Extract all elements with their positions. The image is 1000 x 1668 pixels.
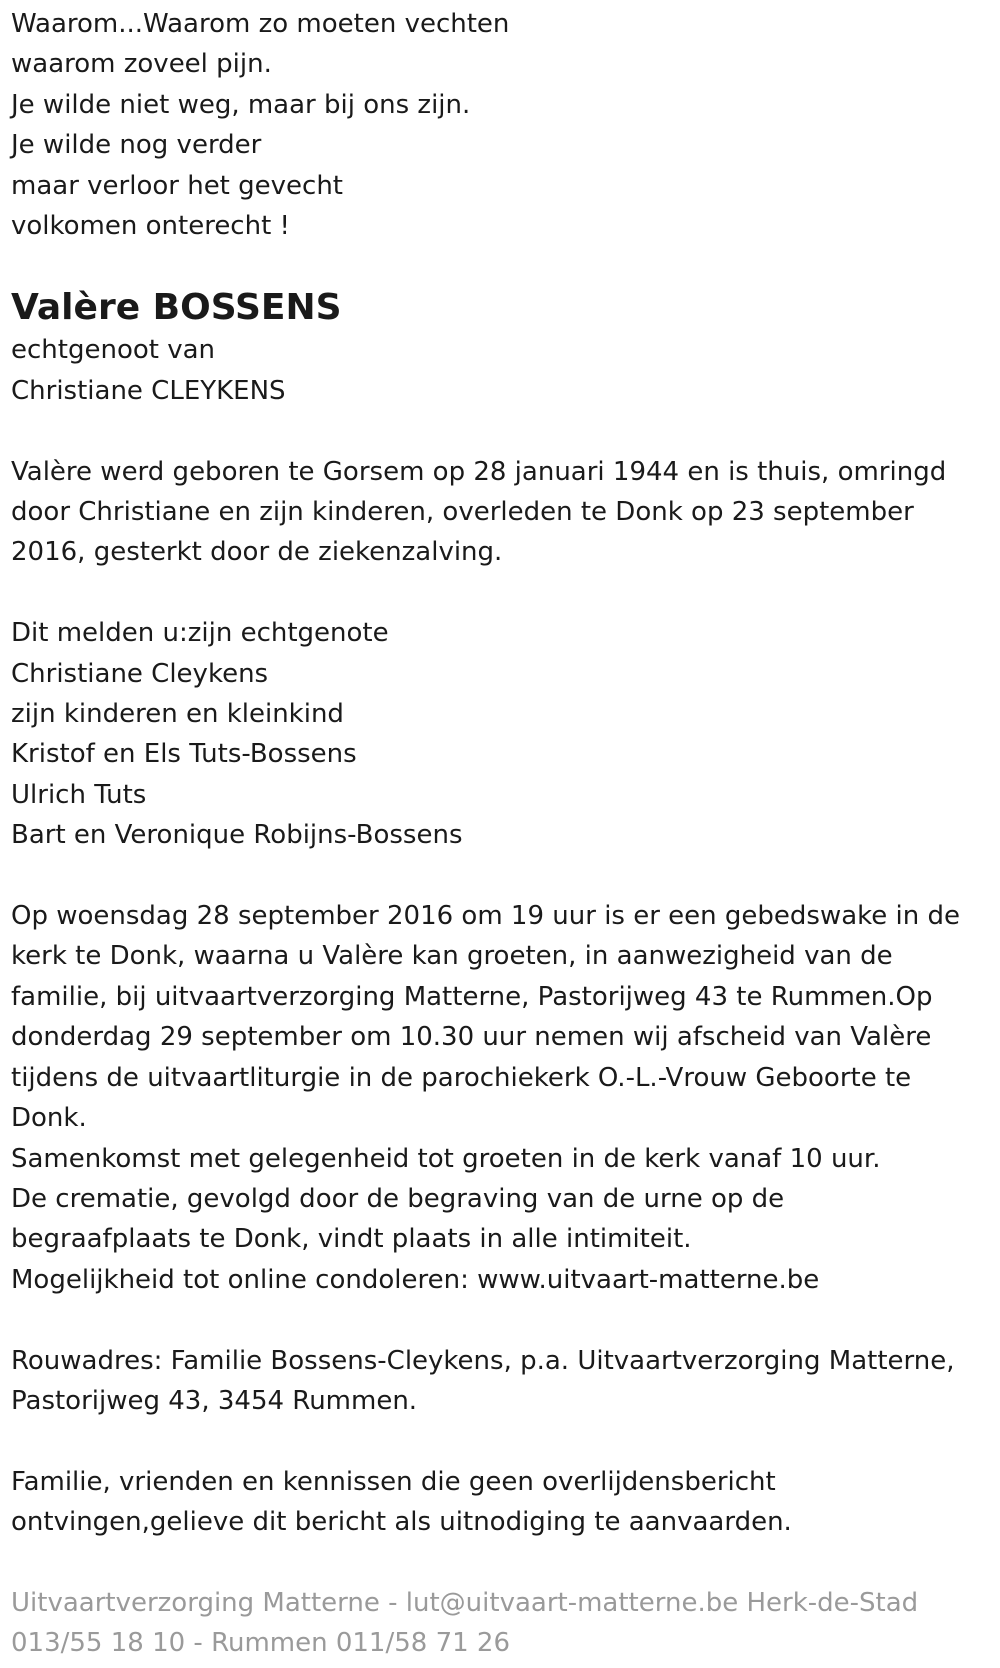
ceremony-line: Donk. (11, 1103, 87, 1134)
ceremony-line: donderdag 29 september om 10.30 uur nemen wij afscheid van Valère (11, 1022, 932, 1053)
poem-line: Waarom...Waarom zo moeten vechten (11, 9, 510, 39)
poem-line: volkomen onterecht ! (11, 211, 290, 242)
announcement-line: 2016, gesterkt door de ziekenzalving. (11, 537, 503, 568)
footer-line: 013/55 18 10 - Rummen 011/58 71 26 (11, 1628, 511, 1659)
family-line: zijn kinderen en kleinkind (11, 699, 344, 730)
spouse-name: Christiane CLEYKENS (11, 375, 286, 406)
family-line: Dit melden u:zijn echtgenote (11, 618, 389, 649)
family-line: Christiane Cleykens (11, 658, 269, 689)
invitation-line: Familie, vrienden en kennissen die geen overlijdensbericht (11, 1466, 776, 1497)
mourning-address (11, 1341, 1000, 1422)
family-line: Ulrich Tuts (11, 779, 147, 810)
ceremony-line: kerk te Donk, waarna u Valère kan groeten, in aanwezigheid van de (11, 941, 893, 972)
ceremony-line: tijdens de uitvaartliturgie in de parochiekerk O.-L.-Vrouw Geboorte te (11, 1062, 912, 1093)
memorial-poem (11, 4, 1000, 246)
spouse-info (11, 330, 1000, 411)
poem-line: waarom zoveel pijn. (11, 49, 272, 80)
family-line: Bart en Veronique Robijns-Bossens (11, 820, 463, 851)
ceremony-line: Op woensdag 28 september 2016 om 19 uur is er een gebedswake in de (11, 901, 961, 932)
ceremony-line: De crematie, gevolgd door de begraving van de urne op de (11, 1183, 785, 1214)
ceremony-details (11, 896, 1000, 1300)
relation-label: echtgenoot van (11, 335, 216, 366)
poem-line: maar verloor het gevecht (11, 170, 343, 201)
ceremony-line: familie, bij uitvaartverzorging Matterne, Pastorijweg 43 te Rummen.Op (11, 981, 933, 1012)
footer-line: Uitvaartverzorging Matterne - lut@uitvaart-matterne.be Herk-de-Stad (11, 1587, 919, 1618)
deceased-name: Valère BOSSENS (11, 287, 342, 329)
address-line: Pastorijweg 43, 3454 Rummen. (11, 1385, 418, 1416)
invitation-line: ontvingen,gelieve dit bericht als uitnodiging te aanvaarden. (11, 1507, 792, 1538)
ceremony-line: begraafplaats te Donk, vindt plaats in alle intimiteit. (11, 1224, 692, 1255)
announcement-line: door Christiane en zijn kinderen, overleden te Donk op 23 september (11, 497, 914, 528)
funeral-home-footer (11, 1583, 1000, 1664)
announcement-line: Valère werd geboren te Gorsem op 28 januari 1944 en is thuis, omringd (11, 456, 947, 487)
family-list (11, 613, 1000, 855)
obituary-notice (0, 4, 1000, 1668)
poem-line: Je wilde niet weg, maar bij ons zijn. (11, 89, 471, 120)
address-line: Rouwadres: Familie Bossens-Cleykens, p.a. Uitvaartverzorging Matterne, (11, 1345, 955, 1376)
family-line: Kristof en Els Tuts-Bossens (11, 739, 357, 770)
invitation-note (11, 1462, 1000, 1543)
poem-line: Je wilde nog verder (11, 130, 262, 161)
ceremony-line: Mogelijkheid tot online condoleren: www.uitvaart-matterne.be (11, 1264, 820, 1295)
birth-death-announcement (11, 452, 1000, 573)
ceremony-line: Samenkomst met gelegenheid tot groeten in de kerk vanaf 10 uur. (11, 1143, 881, 1174)
